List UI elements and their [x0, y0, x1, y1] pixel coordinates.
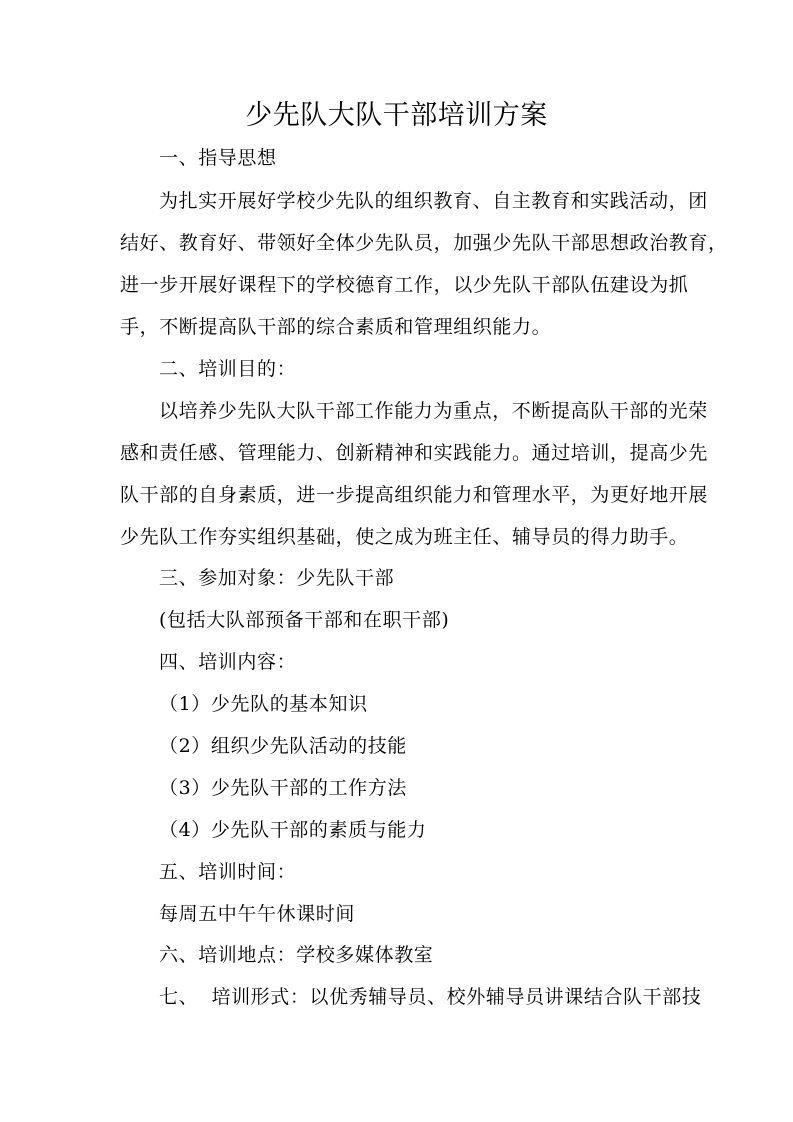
- paragraph-line: 进一步开展好课程下的学校德育工作，以少先队干部队伍建设为抓: [120, 274, 689, 296]
- list-item: （1）少先队的基本知识: [159, 693, 368, 715]
- paragraph-line: 队干部的自身素质，进一步提高组织能力和管理水平，为更好地开展: [120, 484, 709, 506]
- paragraph-line: 少先队工作夯实组织基础，使之成为班主任、辅导员的得力助手。: [120, 526, 689, 548]
- document-title: 少先队大队干部培训方案: [245, 100, 548, 131]
- list-item: （4）少先队干部的素质与能力: [159, 819, 427, 841]
- section-heading-7: 七、 培训形式：以优秀辅导员、校外辅导员讲课结合队干部技: [159, 986, 702, 1008]
- paragraph-line: 感和责任感、管理能力、创新精神和实践能力。通过培训，提高少先: [120, 442, 709, 464]
- paragraph-line: 以培养少先队大队干部工作能力为重点，不断提高队干部的光荣: [159, 400, 708, 422]
- paragraph-line: 结好、教育好、带领好全体少先队员，加强少先队干部思想政治教育，: [120, 232, 728, 254]
- paragraph-line: 每周五中午午休课时间: [159, 903, 356, 925]
- list-item: （2）组织少先队活动的技能: [159, 735, 407, 757]
- section-heading-5: 五、培训时间：: [159, 861, 297, 883]
- paragraph-line: 手，不断提高队干部的综合素质和管理组织能力。: [120, 316, 552, 338]
- list-item: （3）少先队干部的工作方法: [159, 777, 407, 799]
- section-heading-6: 六、培训地点：学校多媒体教室: [159, 944, 434, 966]
- paragraph-line: (包括大队部预备干部和在职干部): [159, 609, 450, 631]
- paragraph-line: 为扎实开展好学校少先队的组织教育、自主教育和实践活动，团: [159, 190, 708, 212]
- section-heading-2: 二、培训目的：: [159, 358, 297, 380]
- section-heading-3: 三、参加对象：少先队干部: [159, 567, 395, 589]
- section-heading-4: 四、培训内容：: [159, 651, 297, 673]
- section-heading-1: 一、指导思想: [159, 147, 277, 169]
